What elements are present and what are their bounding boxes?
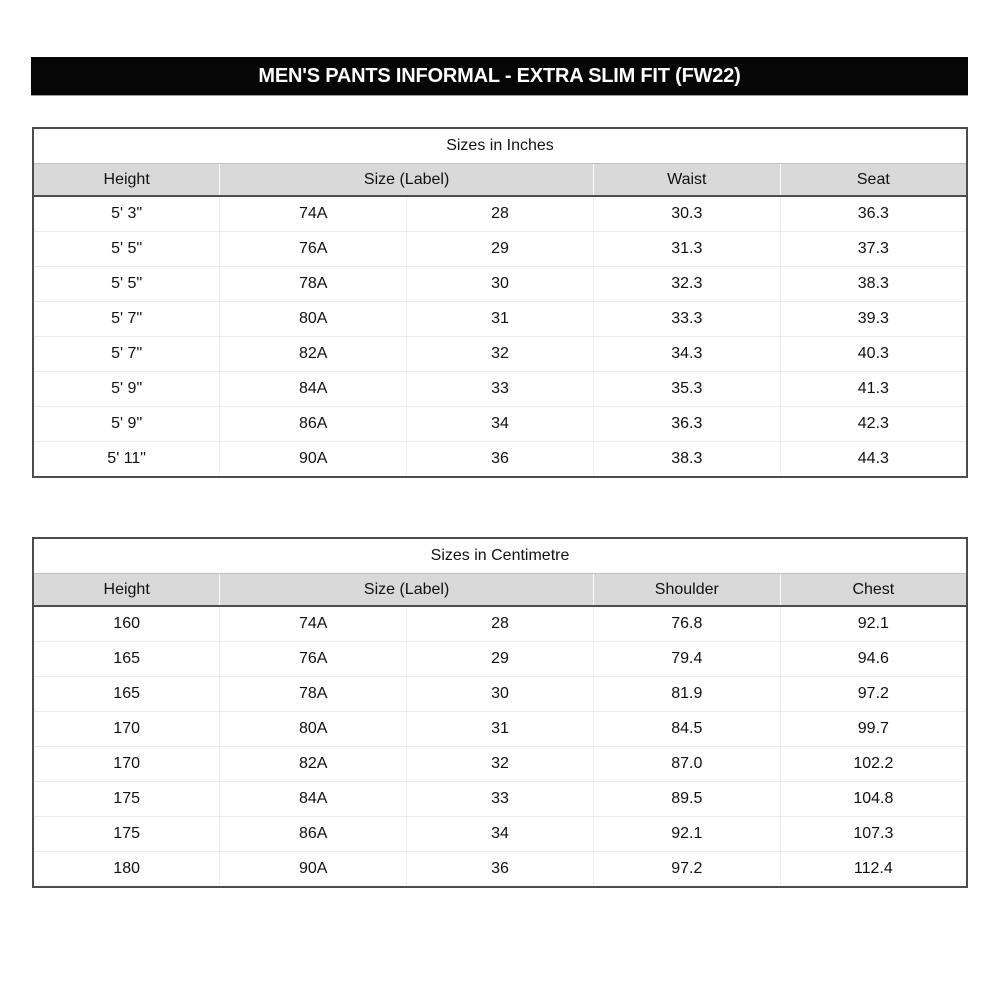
table-cell: 76.8 [593,606,780,642]
table-cell: 86A [220,407,407,442]
table-cell: 33 [407,372,594,407]
table-cell: 34 [407,407,594,442]
table-body [33,196,967,477]
column-header-height: Height [33,574,220,607]
table-cell: 165 [33,677,220,712]
table-cell: 175 [33,782,220,817]
table-row [33,372,967,407]
table-cell: 32 [407,337,594,372]
table-cell: 84A [220,782,407,817]
table-cell: 39.3 [780,302,967,337]
table-cell: 76A [220,642,407,677]
table-cell: 84A [220,372,407,407]
table-cell: 86A [220,817,407,852]
table-title: Sizes in Inches [33,128,967,164]
column-header-size-label: Size (Label) [220,574,594,607]
table-row [33,337,967,372]
table-cell: 94.6 [780,642,967,677]
table-cell: 97.2 [780,677,967,712]
table-cell: 89.5 [593,782,780,817]
table-row [33,302,967,337]
table-cell: 112.4 [780,852,967,888]
table-cell: 78A [220,677,407,712]
table-title-row [33,538,967,574]
table-cell: 36.3 [593,407,780,442]
table-cell: 28 [407,196,594,232]
table-cell: 80A [220,302,407,337]
sizes-in-inches-table [32,127,968,478]
table-row [33,196,967,232]
table-cell: 40.3 [780,337,967,372]
column-header-height: Height [33,164,220,197]
table-cell: 92.1 [780,606,967,642]
table-cell: 42.3 [780,407,967,442]
table-cell: 31.3 [593,232,780,267]
table-cell: 79.4 [593,642,780,677]
table-header-row [33,574,967,607]
chart-title-banner [31,57,968,95]
table-cell: 99.7 [780,712,967,747]
table-title-row [33,128,967,164]
table-cell: 41.3 [780,372,967,407]
table-cell: 31 [407,712,594,747]
table-row [33,267,967,302]
table-cell: 90A [220,442,407,478]
table-cell: 31 [407,302,594,337]
table-cell: 38.3 [593,442,780,478]
column-header-shoulder: Shoulder [593,574,780,607]
table-cell: 35.3 [593,372,780,407]
column-header-chest: Chest [780,574,967,607]
table-cell: 5' 9" [33,372,220,407]
table-cell: 34.3 [593,337,780,372]
sizes-in-centimetre-table [32,537,968,888]
table-cell: 36.3 [780,196,967,232]
table-row [33,677,967,712]
table-cell: 92.1 [593,817,780,852]
table-row [33,407,967,442]
table-cell: 80A [220,712,407,747]
table-cell: 36 [407,442,594,478]
table-cell: 30.3 [593,196,780,232]
table-cell: 30 [407,267,594,302]
table-row [33,642,967,677]
table-cell: 29 [407,232,594,267]
table-cell: 74A [220,606,407,642]
table-row [33,712,967,747]
table-row [33,606,967,642]
table-row [33,747,967,782]
table-cell: 87.0 [593,747,780,782]
table-cell: 170 [33,747,220,782]
table-cell: 33.3 [593,302,780,337]
table-cell: 170 [33,712,220,747]
table-cell: 5' 5" [33,267,220,302]
column-header-size-label: Size (Label) [220,164,594,197]
table-cell: 5' 3" [33,196,220,232]
table-cell: 5' 7" [33,302,220,337]
table-cell: 44.3 [780,442,967,478]
table-row [33,442,967,478]
table-row [33,232,967,267]
table-cell: 82A [220,337,407,372]
table-cell: 165 [33,642,220,677]
table-cell: 33 [407,782,594,817]
table-cell: 102.2 [780,747,967,782]
table-cell: 97.2 [593,852,780,888]
table-cell: 38.3 [780,267,967,302]
table-row [33,852,967,888]
table-cell: 78A [220,267,407,302]
table-cell: 34 [407,817,594,852]
chart-title: MEN'S PANTS INFORMAL - EXTRA SLIM FIT (FW22) [258,64,741,87]
table-cell: 175 [33,817,220,852]
table-cell: 5' 9" [33,407,220,442]
table-cell: 37.3 [780,232,967,267]
table-header-row [33,164,967,197]
table-cell: 5' 7" [33,337,220,372]
table-cell: 5' 5" [33,232,220,267]
table-cell: 32 [407,747,594,782]
table-cell: 28 [407,606,594,642]
table-cell: 104.8 [780,782,967,817]
table-cell: 180 [33,852,220,888]
table-row [33,817,967,852]
table-cell: 32.3 [593,267,780,302]
table-cell: 90A [220,852,407,888]
table-cell: 29 [407,642,594,677]
table-cell: 36 [407,852,594,888]
table-cell: 30 [407,677,594,712]
table-cell: 76A [220,232,407,267]
table-cell: 81.9 [593,677,780,712]
table-body [33,606,967,887]
table-cell: 74A [220,196,407,232]
column-header-waist: Waist [593,164,780,197]
table-row [33,782,967,817]
table-cell: 107.3 [780,817,967,852]
table-cell: 84.5 [593,712,780,747]
column-header-seat: Seat [780,164,967,197]
table-cell: 82A [220,747,407,782]
table-cell: 5' 11" [33,442,220,478]
table-title: Sizes in Centimetre [33,538,967,574]
table-cell: 160 [33,606,220,642]
